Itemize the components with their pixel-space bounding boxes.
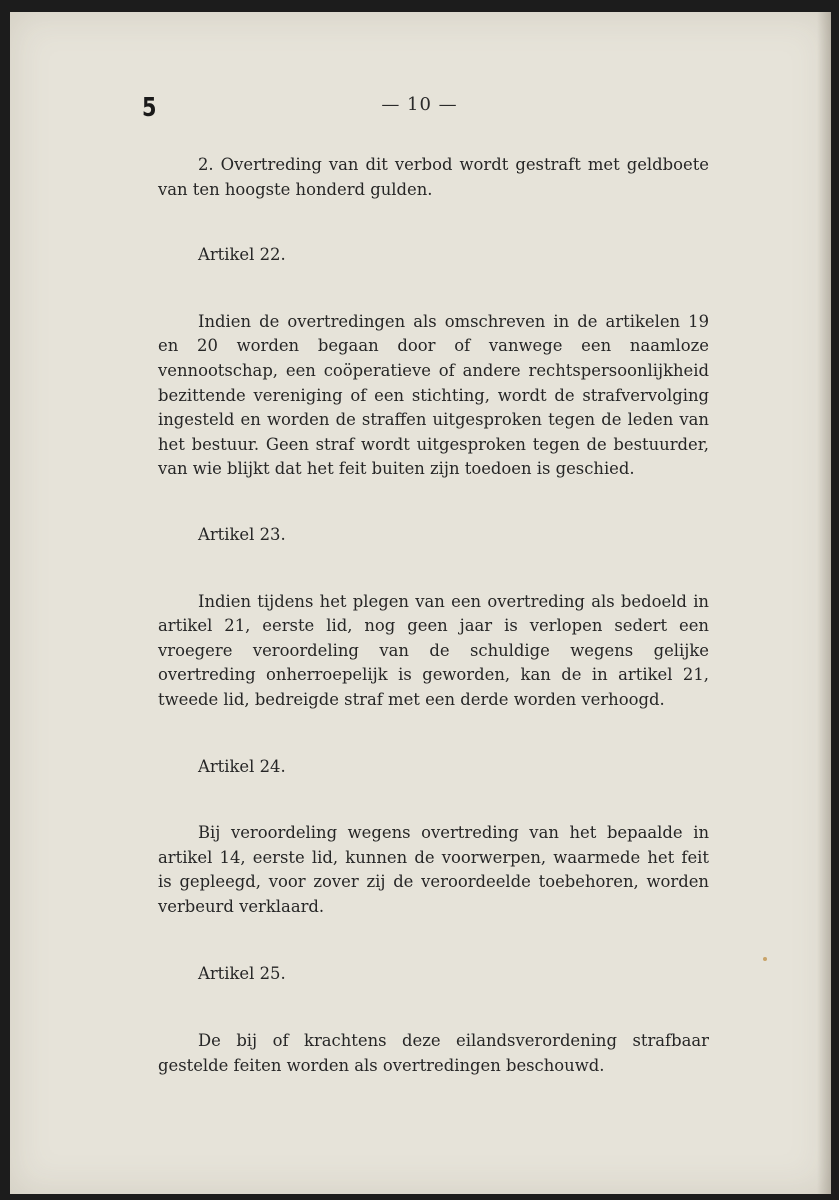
heading-article-24: Artikel 24. xyxy=(198,756,286,776)
paragraph-article-23: Indien tijdens het plegen van een overtreding als bedoeld in artikel 21, eerste lid, nog geen jaar is verlopen sedert een vroegere veroordeling van de schuldige wegens gelijke overtreding onherroepelijk is geworden, kan de in artikel 21, tweede lid, bedreigde straf met een derde worden verhoogd. xyxy=(158,591,709,709)
paragraph-article-24: Bij veroordeling wegens overtreding van het bepaalde in artikel 14, eerste lid, kunnen de voorwerpen, waarmede het feit is gepleegd, voor zover zij de veroordeelde toebehoren, worden verbeurd verklaard. xyxy=(158,823,709,916)
page-number: — 10 — xyxy=(381,94,458,115)
paragraph-article-21-2: 2. Overtreding van dit verbod wordt gestraft met geldboete van ten hoogste honderd gulden. xyxy=(158,155,709,199)
paper-speck xyxy=(763,957,767,961)
document-body xyxy=(158,153,709,1078)
heading-article-23: Artikel 23. xyxy=(198,524,286,544)
paragraph-article-25: De bij of krachtens deze eilandsverordening strafbaar gestelde feiten worden als overtredingen beschouwd. xyxy=(158,1031,709,1075)
heading-article-25: Artikel 25. xyxy=(198,964,286,984)
folio-mark: 5 xyxy=(142,93,157,123)
paragraph-article-22: Indien de overtredingen als omschreven in de artikelen 19 en 20 worden begaan door of vanwege een naamloze vennootschap, een coöperatieve of andere rechtspersoonlijkheid bezittende vereniging of een stichting, wordt de strafvervolging ingesteld en worden de straffen uitgesproken tegen de leden van het bestuur. Geen straf wordt uitgesproken tegen de bestuurder, van wie blijkt dat het feit buiten zijn toedoen is geschied. xyxy=(158,311,709,479)
heading-article-22: Artikel 22. xyxy=(198,245,286,265)
